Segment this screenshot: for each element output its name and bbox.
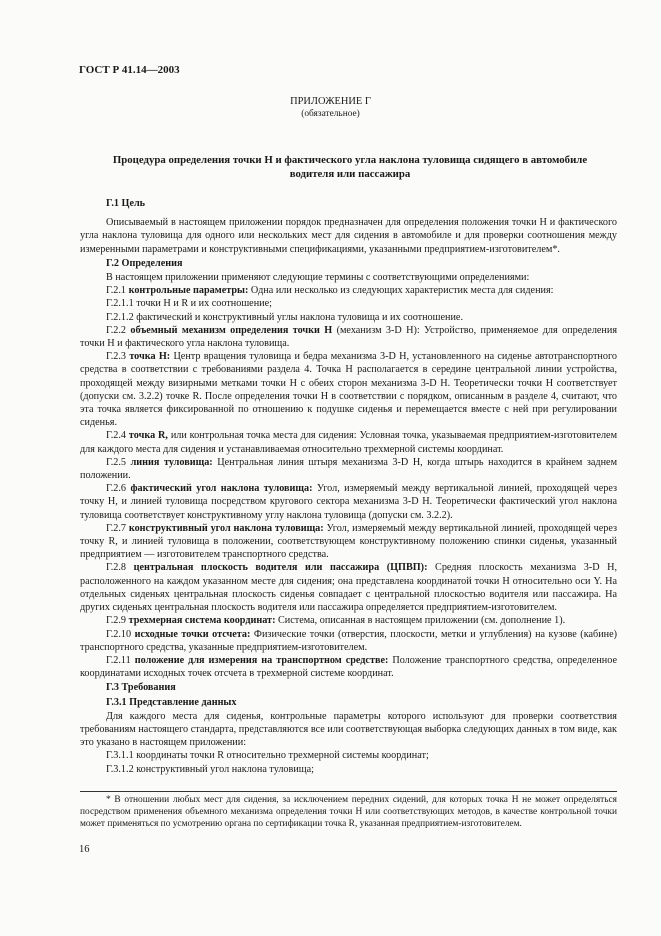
clause-definition: Угол, измеряемый между вертикальной линией, проходящей через точку R, и линией туловища в положении, соответствующем конструктивному положению спинки сиденья, указанный предприятием — изготовителем транспортного средства.	[80, 522, 617, 561]
clause-definition: Угол, измеряемый между вертикальной линией, проходящей через точку H, и линией туловища посредством кругового сектора механизма 3-D H. Теоретически фактический угол наклона туловища соответствует конструктивному углу наклона туловища (допуски см. 3.2.2).	[80, 483, 617, 521]
clause-term: точка H:	[129, 351, 171, 363]
clause-definition: Одна или несколько из следующих характеристик места для сидения:	[250, 285, 554, 297]
clause-g25	[80, 456, 617, 482]
clause-g24	[80, 429, 617, 455]
clause-number: Г.2.4	[106, 430, 127, 442]
appendix-title: Процедура определения точки H и фактического угла наклона туловища сидящего в автомобиле водителя или пассажира	[112, 154, 588, 180]
footnote-text: * В отношении любых мест для сидения, за исключением передних сидений, для которых точка H не может определяться посредством применения объемного механизма определения точки H или соответствующих методов, в качестве контрольной точки может применяться по усмотрению органа по сертификации точка R, указанная предприятием-изготовителем.	[80, 795, 617, 829]
document-body	[80, 196, 617, 776]
clause-g312: Г.3.1.2 конструктивный угол наклона туловища;	[106, 763, 314, 775]
appendix-label: ПРИЛОЖЕНИЕ Г	[290, 96, 371, 107]
clause-number: Г.2.10	[106, 628, 132, 640]
section-g3-heading: Г.3 Требования	[106, 682, 176, 694]
clause-number: Г.2.8	[106, 562, 127, 574]
clause-number: Г.2.3	[106, 351, 127, 363]
clause-term: линия туловища:	[130, 456, 213, 468]
clause-g211b	[80, 654, 617, 680]
clause-g29	[80, 614, 617, 627]
clause-g23	[80, 350, 617, 429]
clause-g210	[80, 628, 617, 654]
section-g2-heading: Г.2 Определения	[106, 257, 183, 269]
clause-term: фактический угол наклона туловища:	[130, 483, 313, 495]
clause-g28	[80, 561, 617, 614]
clause-g211: Г.2.1.1 точки H и R и их соотношение;	[106, 298, 272, 310]
clause-definition: Средняя плоскость механизма 3-D H, расположенного на каждом указанном месте для сидения; она представлена координатой точки H относительно оси Y. На отдельных сиденьях центральная плоскость сиденья совпадает с центральной плоскостью водителя или пассажира. На других сиденьях центральная плоскость водителя или пассажира определяется предприятием-изготовителем.	[80, 562, 618, 614]
clause-g311: Г.3.1.1 координаты точки R относительно трехмерной системы координат;	[106, 750, 429, 762]
clause-term: контрольные параметры:	[128, 285, 249, 297]
clause-number: Г.2.1	[106, 285, 127, 297]
clause-definition: (механизм 3-D H): Устройство, применяемое для определения точки H и фактического угла наклона туловища.	[80, 324, 618, 350]
clause-term: точка R,	[128, 430, 168, 442]
clause-definition: Центр вращения туловища и бедра механизма 3-D H, установленного на сиденье автотранспортного средства в соответствии с требованиями раздела 4. Точка H располагается в середине центральной линии устройства, проходящей между визирными метками точки H с обеих сторон механизма 3-D H. Теоретически точки H соответствует (допуски см. 3.2.2) точке R. После определения точки H в соответствии с порядком, описанным в разделе 4, считают, что эта точка является фиксированной по отношению к подушке сиденья и перемещается вместе с ней при регулировании сиденья.	[80, 351, 617, 429]
appendix-heading	[0, 96, 661, 120]
clause-definition: Система, описанная в настоящем приложении (см. дополнение 1).	[278, 615, 566, 627]
section-g31-text: Для каждого места для сиденья, контрольные параметры которого используют для проверки соответствия требованиям настоящего стандарта, представляются все или соответствующая выборка следующих данных в том виде, как это указано в настоящем приложении:	[80, 710, 617, 749]
clause-g26	[80, 482, 617, 522]
section-g1-text: Описываемый в настоящем приложении порядок предназначен для определения положения точки H и фактического угла наклона туловища для одного или нескольких мест для сидения в автомобиле и для проверки соотношения между измеренными параметрами и конструктивными спецификациями, указанными предприятием-изготовителем*.	[80, 217, 617, 255]
page-number: 16	[79, 844, 90, 855]
clause-term: исходные точки отсчета:	[134, 628, 251, 640]
appendix-status: (обязательное)	[301, 109, 360, 119]
clause-number: Г.2.9	[106, 615, 127, 627]
section-g1-heading: Г.1 Цель	[106, 198, 146, 209]
clause-term: трехмерная система координат:	[128, 615, 276, 627]
clause-g22	[80, 324, 617, 350]
clause-number: Г.2.11	[106, 654, 131, 666]
clause-g212: Г.2.1.2 фактический и конструктивный углы наклона туловища и их соотношение.	[106, 311, 463, 323]
clause-definition: или контрольная точка места для сидения: Условная точка, указываемая предприятием-изготовителем для каждого места для сидения и устанавливаемая относительно трехмерной системы координат.	[80, 430, 618, 455]
clause-definition: Физические точки (отверстия, плоскости, метки и углубления) на кузове (кабине) транспортного средства, указанные предприятием-изготовителем.	[80, 628, 618, 653]
clause-definition: Центральная линия штыря механизма 3-D H, когда штырь находится в крайнем заднем положении.	[80, 456, 618, 482]
clause-g27	[80, 522, 617, 562]
clause-term: центральная плоскость водителя или пассажира (ЦПВП):	[133, 562, 428, 574]
clause-number: Г.2.6	[106, 483, 127, 495]
standard-header: ГОСТ Р 41.14—2003	[79, 64, 180, 76]
clause-number: Г.2.5	[106, 456, 127, 468]
footnote	[80, 791, 617, 830]
section-g2-intro: В настоящем приложении применяют следующие термины с соответствующими определениями:	[106, 272, 530, 284]
clause-term: объемный механизм определения точки H	[130, 324, 333, 336]
clause-number: Г.2.7	[106, 522, 127, 534]
clause-term: конструктивный угол наклона туловища:	[128, 522, 324, 534]
clause-g21	[80, 284, 617, 297]
clause-definition: Положение транспортного средства, определенное координатами исходных точек отсчета в трехмерной системе координат.	[80, 654, 618, 680]
clause-term: положение для измерения на транспортном средстве:	[134, 654, 389, 666]
section-g31-heading: Г.3.1 Представление данных	[106, 696, 237, 708]
clause-number: Г.2.2	[106, 324, 127, 336]
